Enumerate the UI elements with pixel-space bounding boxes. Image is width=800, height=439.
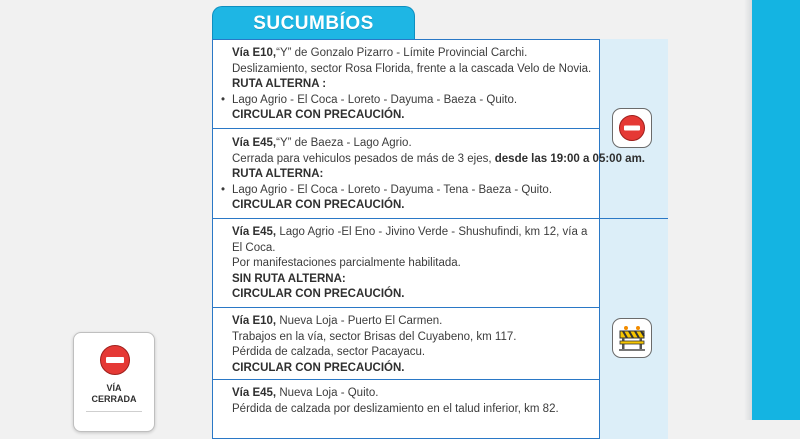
advice: CIRCULAR CON PRECAUCIÓN. xyxy=(232,361,405,374)
road-code: Vía E10, xyxy=(232,315,277,327)
alt-route-label: RUTA ALTERNA : xyxy=(232,78,327,90)
road-description: Pérdida de calzada por deslizamiento en el talud inferior, km 82. xyxy=(232,402,559,415)
no-entry-icon xyxy=(99,344,131,376)
road-code: Vía E10, xyxy=(232,47,277,59)
row-divider xyxy=(212,128,599,129)
province-title-tab xyxy=(212,6,415,40)
no-alt-route-label: SIN RUTA ALTERNA: xyxy=(232,272,346,285)
road-route: Lago Agrio -El Eno - Jivino Verde - Shushufindi, km 12, vía a El Coca. xyxy=(232,226,588,254)
legend-closed-road xyxy=(73,332,155,432)
page-edge-shadow xyxy=(744,0,752,420)
road-description-2: Pérdida de calzada, sector Pacayacu. xyxy=(232,346,426,358)
alt-route-label: RUTA ALTERNA: xyxy=(232,168,324,180)
icon-group-divider xyxy=(599,218,668,219)
side-accent-bar xyxy=(752,0,800,420)
road-works-barrier-icon xyxy=(617,323,647,353)
row-divider xyxy=(212,379,599,380)
row-divider xyxy=(212,218,599,219)
road-code: Vía E45, xyxy=(232,387,277,399)
legend-label-line2: CERRADA xyxy=(91,394,137,404)
road-entry xyxy=(232,386,594,417)
road-route: Nueva Loja - Quito. xyxy=(279,387,379,399)
road-entry xyxy=(232,46,594,124)
alt-route: • Lago Agrio - El Coca - Loreto - Dayuma - Baeza - Quito. xyxy=(232,93,594,109)
road-code: Vía E45, xyxy=(232,226,277,238)
advice: CIRCULAR CON PRECAUCIÓN. xyxy=(232,109,405,121)
road-route: Nueva Loja - Puerto El Carmen. xyxy=(279,315,443,327)
road-description: Cerrada para vehiculos pesados de más de 3 ejes, xyxy=(232,152,492,165)
road-route: “Y” de Gonzalo Pizarro - Límite Provincial Carchi. xyxy=(276,47,528,59)
row-divider xyxy=(212,307,599,308)
legend-label-line1: VÍA xyxy=(106,383,122,393)
road-code: Vía E45, xyxy=(232,137,277,149)
closure-hours: desde las 19:00 a 05:00 am. xyxy=(494,152,645,165)
road-description: Trabajos en la vía, sector Brisas del Cuyabeno, km 117. xyxy=(232,330,517,343)
advice: CIRCULAR CON PRECAUCIÓN. xyxy=(232,288,405,300)
province-title: SUCUMBÍOS xyxy=(253,12,374,34)
no-entry-icon xyxy=(618,114,646,142)
road-entry xyxy=(232,225,594,303)
advice: CIRCULAR CON PRECAUCIÓN. xyxy=(232,199,405,211)
road-description: Deslizamiento, sector Rosa Florida, frente a la cascada Velo de Novia. xyxy=(232,62,592,75)
road-route: “Y” de Baeza - Lago Agrio. xyxy=(276,137,412,149)
road-description: Por manifestaciones parcialmente habilitada. xyxy=(232,257,461,269)
road-closed-status xyxy=(612,108,652,148)
road-works-status xyxy=(612,318,652,358)
road-entry xyxy=(232,136,645,214)
road-entry xyxy=(232,314,594,376)
legend-divider xyxy=(86,411,142,412)
status-icon-column xyxy=(599,39,668,439)
alt-route: • Lago Agrio - El Coca - Loreto - Dayuma - Tena - Baeza - Quito. xyxy=(232,183,594,199)
